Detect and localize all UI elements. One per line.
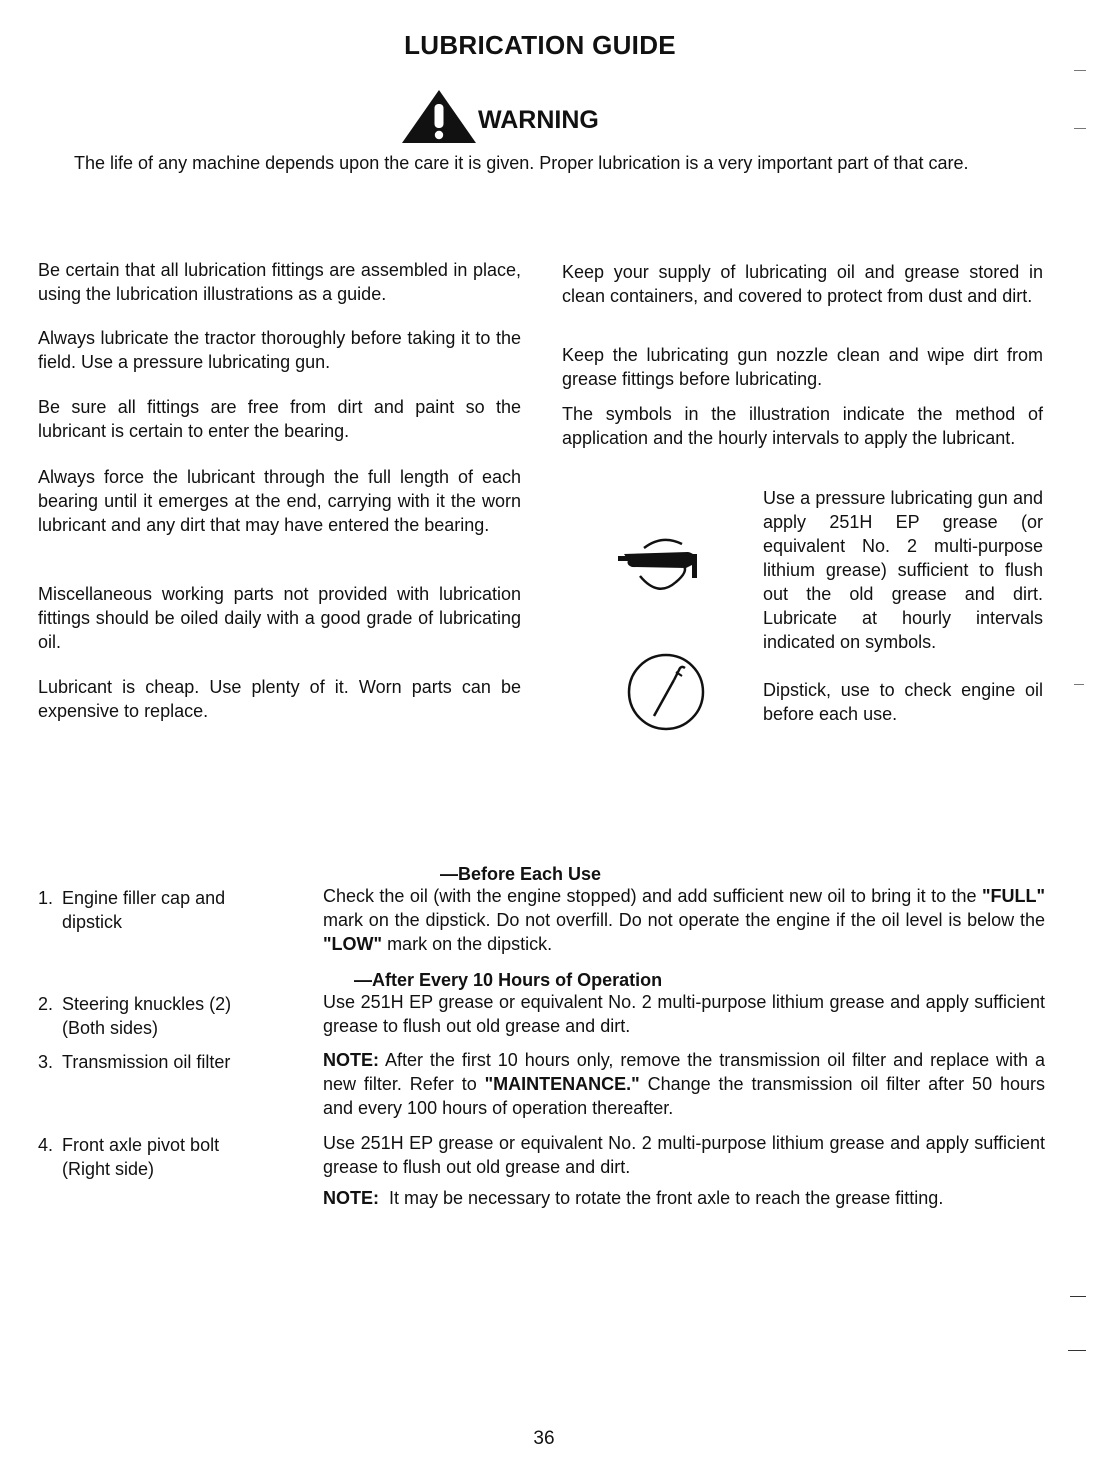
item-label: Steering knuckles (2) xyxy=(62,994,232,1014)
scan-mark xyxy=(1074,70,1086,71)
list-item-3 xyxy=(38,1050,298,1074)
left-paragraph-2: Always lubricate the tractor thoroughly before taking it to the field. Use a pressure lubricating gun. xyxy=(38,328,521,372)
item-sublabel: (Right side) xyxy=(62,1159,155,1179)
item-4-description: Use 251H EP grease or equivalent No. 2 multi-purpose lithium grease and apply sufficient grease to flush out old grease and dirt. xyxy=(323,1133,1045,1177)
intro-text: The life of any machine depends upon the care it is given. Proper lubrication is a very important part of that care. xyxy=(74,153,969,173)
warning-label: WARNING xyxy=(478,106,599,134)
page-title: LUBRICATION GUIDE xyxy=(404,30,676,60)
left-paragraph-1: Be certain that all lubrication fittings are assembled in place, using the lubrication illustrations as a guide. xyxy=(38,260,521,304)
item-label: Transmission oil filter xyxy=(62,1052,231,1072)
item-number: 1. xyxy=(38,888,54,908)
scan-mark xyxy=(1068,1350,1086,1351)
left-paragraph-4: Always force the lubricant through the full length of each bearing until it emerges at the end, carrying with it the worn lubricant and any dirt that may have entered the bearing. xyxy=(38,467,521,535)
dipstick-symbol-text: Dipstick, use to check engine oil before each use. xyxy=(763,680,1043,724)
page-number: 36 xyxy=(533,1428,555,1449)
item-number: 3. xyxy=(38,1052,54,1072)
item-sublabel: dipstick xyxy=(62,912,123,932)
list-item-2 xyxy=(38,992,298,1040)
left-paragraph-6: Lubricant is cheap. Use plenty of it. Worn parts can be expensive to replace. xyxy=(38,677,521,721)
item-number: 4. xyxy=(38,1135,54,1155)
item-1-description: Check the oil (with the engine stopped) and add sufficient new oil to bring it to the "FULL" mark on the dipstick. Do not overfill. Do not operate the engine if the oil level is below the "LOW" mark on the dipstick. xyxy=(323,886,1045,954)
scan-mark xyxy=(1074,128,1086,129)
item-label: Engine filler cap and xyxy=(62,888,226,908)
grease-gun-icon xyxy=(618,532,710,608)
dipstick-icon xyxy=(624,650,708,734)
scan-mark xyxy=(1070,1296,1086,1297)
right-paragraph-1: Keep your supply of lubricating oil and grease stored in clean containers, and covered to protect from dust and dirt. xyxy=(562,262,1043,306)
item-number: 2. xyxy=(38,994,54,1014)
item-4-note: NOTE: It may be necessary to rotate the front axle to reach the grease fitting. xyxy=(323,1188,944,1208)
left-paragraph-5: Miscellaneous working parts not provided with lubrication fittings should be oiled daily with a good grade of lubricating oil. xyxy=(38,584,521,652)
item-2-description: Use 251H EP grease or equivalent No. 2 multi-purpose lithium grease and apply sufficient grease to flush out old grease and dirt. xyxy=(323,992,1045,1036)
right-paragraph-2: Keep the lubricating gun nozzle clean and wipe dirt from grease fittings before lubricating. xyxy=(562,345,1043,389)
warning-triangle-icon xyxy=(400,88,478,144)
left-paragraph-3: Be sure all fittings are free from dirt and paint so the lubricant is certain to enter the bearing. xyxy=(38,397,521,441)
right-paragraph-3: The symbols in the illustration indicate the method of application and the hourly intervals to apply the lubricant. xyxy=(562,404,1043,448)
list-item-1 xyxy=(38,886,298,934)
item-label: Front axle pivot bolt xyxy=(62,1135,220,1155)
item-sublabel: (Both sides) xyxy=(62,1018,159,1038)
after-10-hours-heading: —After Every 10 Hours of Operation xyxy=(354,970,663,990)
scan-mark xyxy=(1074,684,1084,685)
before-each-use-heading: —Before Each Use xyxy=(440,864,602,884)
item-3-description: NOTE: After the first 10 hours only, remove the transmission oil filter and replace with a new filter. Refer to "MAINTENANCE." Change the transmission oil filter after 50 hours and every 100 hours of operation thereafter. xyxy=(323,1050,1045,1118)
grease-symbol-text: Use a pressure lubricating gun and apply 251H EP grease (or equivalent No. 2 multi-purpose lithium grease) sufficient to flush out the old grease and dirt. Lubricate at hourly intervals indicated on symbols. xyxy=(763,488,1043,652)
list-item-4 xyxy=(38,1133,298,1181)
